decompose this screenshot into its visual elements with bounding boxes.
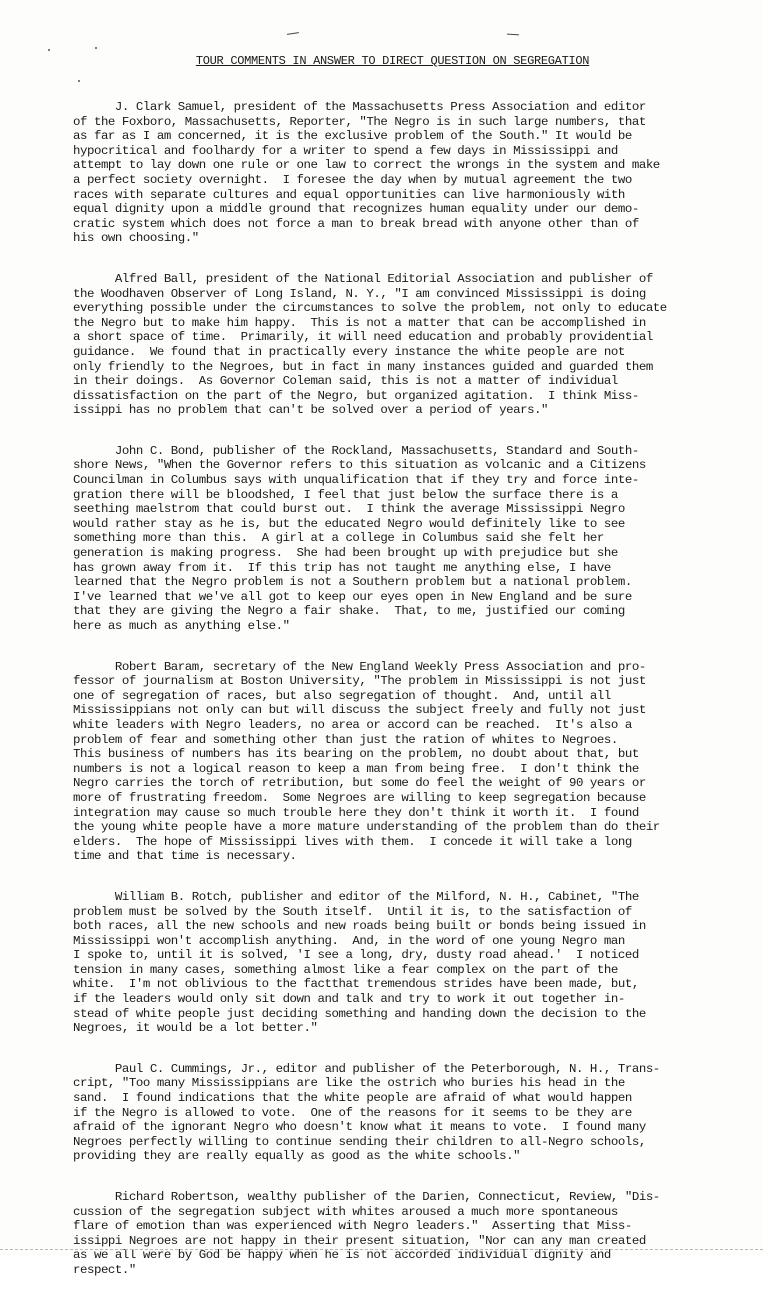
paragraph — [73, 1062, 723, 1164]
text-line: fessor of journalism at Boston University, "The problem in Mississippi is not just — [73, 674, 646, 689]
text-line: issippi has no problem that can't be solved over a period of years." — [73, 403, 549, 418]
text-line: that they are giving the Negro a fair shake. That, to me, justified our coming — [73, 604, 625, 619]
text-line: only friendly to the Negroes, but in fact in many instances guided and guarded them — [73, 359, 653, 374]
text-line: hypocritical and foolhardy for a writer to spend a few days in Mississippi and — [73, 143, 618, 158]
text-line: white. I'm not oblivious to the factthat tremendous strides have been made, but, — [73, 977, 639, 992]
text-line: respect." — [73, 1262, 136, 1277]
paragraph — [73, 1190, 723, 1278]
text-line: providing they are really equally as good as the white schools." — [73, 1149, 521, 1164]
text-line: Negro carries the torch of retribution, but some do feel the weight of 90 years or — [73, 776, 646, 791]
text-line: in their doings. As Governor Coleman said, this is not a matter of individual — [73, 374, 618, 389]
paragraph — [73, 890, 723, 1036]
text-line: integration may cause so much trouble here they don't think it worth it. I found — [73, 805, 639, 820]
scan-mark — [507, 34, 519, 36]
text-line: attempt to lay down one rule or one law to correct the wrongs in the system and make — [73, 158, 660, 173]
scan-dot — [48, 49, 50, 51]
paragraph — [73, 444, 723, 634]
text-line: Robert Baram, secretary of the New England Weekly Press Association and pro- — [73, 659, 646, 674]
text-line: learned that the Negro problem is not a Southern problem but a national problem. — [73, 575, 632, 590]
paragraph — [73, 272, 723, 418]
text-line: stead of white people just deciding something and handing down the decision to the — [73, 1006, 646, 1021]
scan-mark — [287, 32, 299, 35]
text-line: Richard Robertson, wealthy publisher of the Darien, Connecticut, Review, "Dis- — [73, 1190, 660, 1204]
text-line: everything possible under the circumstances to solve the problem, not only to educate — [73, 301, 667, 316]
page-title: TOUR COMMENTS IN ANSWER TO DIRECT QUESTION ON SEGREGATION — [195, 54, 590, 68]
scan-dot — [95, 47, 97, 49]
text-line: I spoke to, until it is solved, 'I see a long, dry, dusty road ahead.' I noticed — [73, 948, 639, 963]
text-line: cript, "Too many Mississippians are like the ostrich who buries his head in the — [73, 1076, 625, 1091]
text-line: Mississippi won't accomplish anything. And, in the word of one young Negro man — [73, 933, 625, 948]
text-line: would rather stay as he is, but the educated Negro would definitely like to see — [73, 516, 625, 531]
text-line: elders. The hope of Mississippi lives with them. I concede it will take a long — [73, 834, 632, 849]
text-line: if the Negro is allowed to vote. One of the reasons for it seems to be they are — [73, 1105, 632, 1120]
text-line: as we all were by God be happy when he is not accorded individual dignity and — [73, 1248, 611, 1263]
text-line: both races, all the new schools and new roads being built or bonds being issued in — [73, 919, 646, 934]
text-line: his own choosing." — [73, 231, 199, 246]
text-line: races with separate cultures and equal opportunities can live harmoniously with — [73, 187, 625, 202]
text-line: a perfect society overnight. I foresee the day when by mutual agreement the two — [73, 172, 632, 187]
text-line: if the leaders would only sit down and talk and try to work it out together in- — [73, 992, 625, 1007]
text-line: cussion of the segregation subject with whites aroused a much more spontaneous — [73, 1204, 618, 1219]
text-line: This business of numbers has its bearing on the problem, no doubt about that, but — [73, 747, 639, 762]
text-line: Paul C. Cummings, Jr., editor and publisher of the Peterborough, N. H., Trans- — [73, 1061, 660, 1076]
document-body — [73, 100, 723, 1304]
text-line: time and that time is necessary. — [73, 849, 297, 864]
text-line: the Woodhaven Observer of Long Island, N. Y., "I am convinced Mississippi is doing — [73, 286, 646, 301]
paragraph — [73, 100, 723, 246]
page-bottom-edge — [0, 1249, 763, 1250]
text-line: problem must be solved by the South itself. Until it is, to the satisfaction of — [73, 904, 632, 919]
text-line: equal dignity upon a middle ground that recognizes human equality under our demo- — [73, 202, 639, 217]
text-line: afraid of the ignorant Negro who doesn't know what it means to vote. I found many — [73, 1120, 646, 1135]
text-line: John C. Bond, publisher of the Rockland, Massachusetts, Standard and South- — [73, 443, 639, 458]
text-line: shore News, "When the Governor refers to this situation as volcanic and a Citizens — [73, 458, 646, 473]
text-line: problem of fear and something other than just the ration of whites to Negroes. — [73, 732, 618, 747]
text-line: flare of emotion than was experienced with Negro leaders." Asserting that Miss- — [73, 1219, 632, 1234]
text-line: more of frustrating freedom. Some Negroes are willing to keep segregation because — [73, 790, 646, 805]
paragraph — [73, 660, 723, 864]
text-line: numbers is not a logical reason to keep a man from being free. I don't think the — [73, 761, 639, 776]
text-line: generation is making progress. She had been brought up with prejudice but she — [73, 546, 618, 561]
text-line: seething maelstrom that could burst out. I think the average Mississippi Negro — [73, 502, 625, 517]
text-line: I've learned that we've all got to keep our eyes open in New England and be sure — [73, 589, 632, 604]
text-line: Negroes, it would be a lot better." — [73, 1021, 318, 1036]
text-line: tension in many cases, something almost like a fear complex on the part of the — [73, 962, 618, 977]
text-line: the young white people have a more mature understanding of the problem than do their — [73, 820, 660, 835]
text-line: dissatisfaction on the part of the Negro, but organized agitation. I think Miss- — [73, 388, 639, 403]
text-line: of the Foxboro, Massachusetts, Reporter, "The Negro is in such large numbers, that — [73, 114, 646, 129]
text-line: has grown away from it. If this trip has not taught me anything else, I have — [73, 560, 611, 575]
scan-dot — [78, 80, 80, 82]
text-line: Councilman in Columbus says with unqualification that if they try and force inte- — [73, 473, 639, 488]
text-line: Negroes perfectly willing to continue sending their children to all-Negro schools, — [73, 1134, 646, 1149]
text-line: Mississippians not only can but will discuss the subject freely and fully not just — [73, 703, 646, 718]
text-line: J. Clark Samuel, president of the Massachusetts Press Association and editor — [73, 100, 646, 114]
text-line: issippi Negroes are not happy in their present situation, "Nor can any man created — [73, 1233, 646, 1248]
text-line: gration there will be bloodshed, I feel that just below the surface there is a — [73, 487, 618, 502]
text-line: cratic system which does not force a man to break bread with anyone other than of — [73, 216, 639, 231]
text-line: one of segregation of races, but also segregation of thought. And, until all — [73, 688, 611, 703]
text-line: William B. Rotch, publisher and editor of the Milford, N. H., Cabinet, "The — [73, 889, 639, 904]
text-line: white leaders with Negro leaders, no area or accord can be reached. It's also a — [73, 717, 632, 732]
text-line: here as much as anything else." — [73, 619, 290, 633]
text-line: something more than this. A girl at a college in Columbus said she felt her — [73, 531, 604, 546]
text-line: a short space of time. Primarily, it will need education and probably providential — [73, 330, 653, 345]
text-line: sand. I found indications that the white people are afraid of what would happen — [73, 1091, 632, 1106]
text-line: the Negro but to make him happy. This is not a matter that can be accomplished in — [73, 315, 646, 330]
text-line: as far as I am concerned, it is the exclusive problem of the South." It would be — [73, 129, 632, 144]
text-line: Alfred Ball, president of the National Editorial Association and publisher of — [73, 271, 653, 286]
text-line: guidance. We found that in practically every instance the white people are not — [73, 344, 625, 359]
